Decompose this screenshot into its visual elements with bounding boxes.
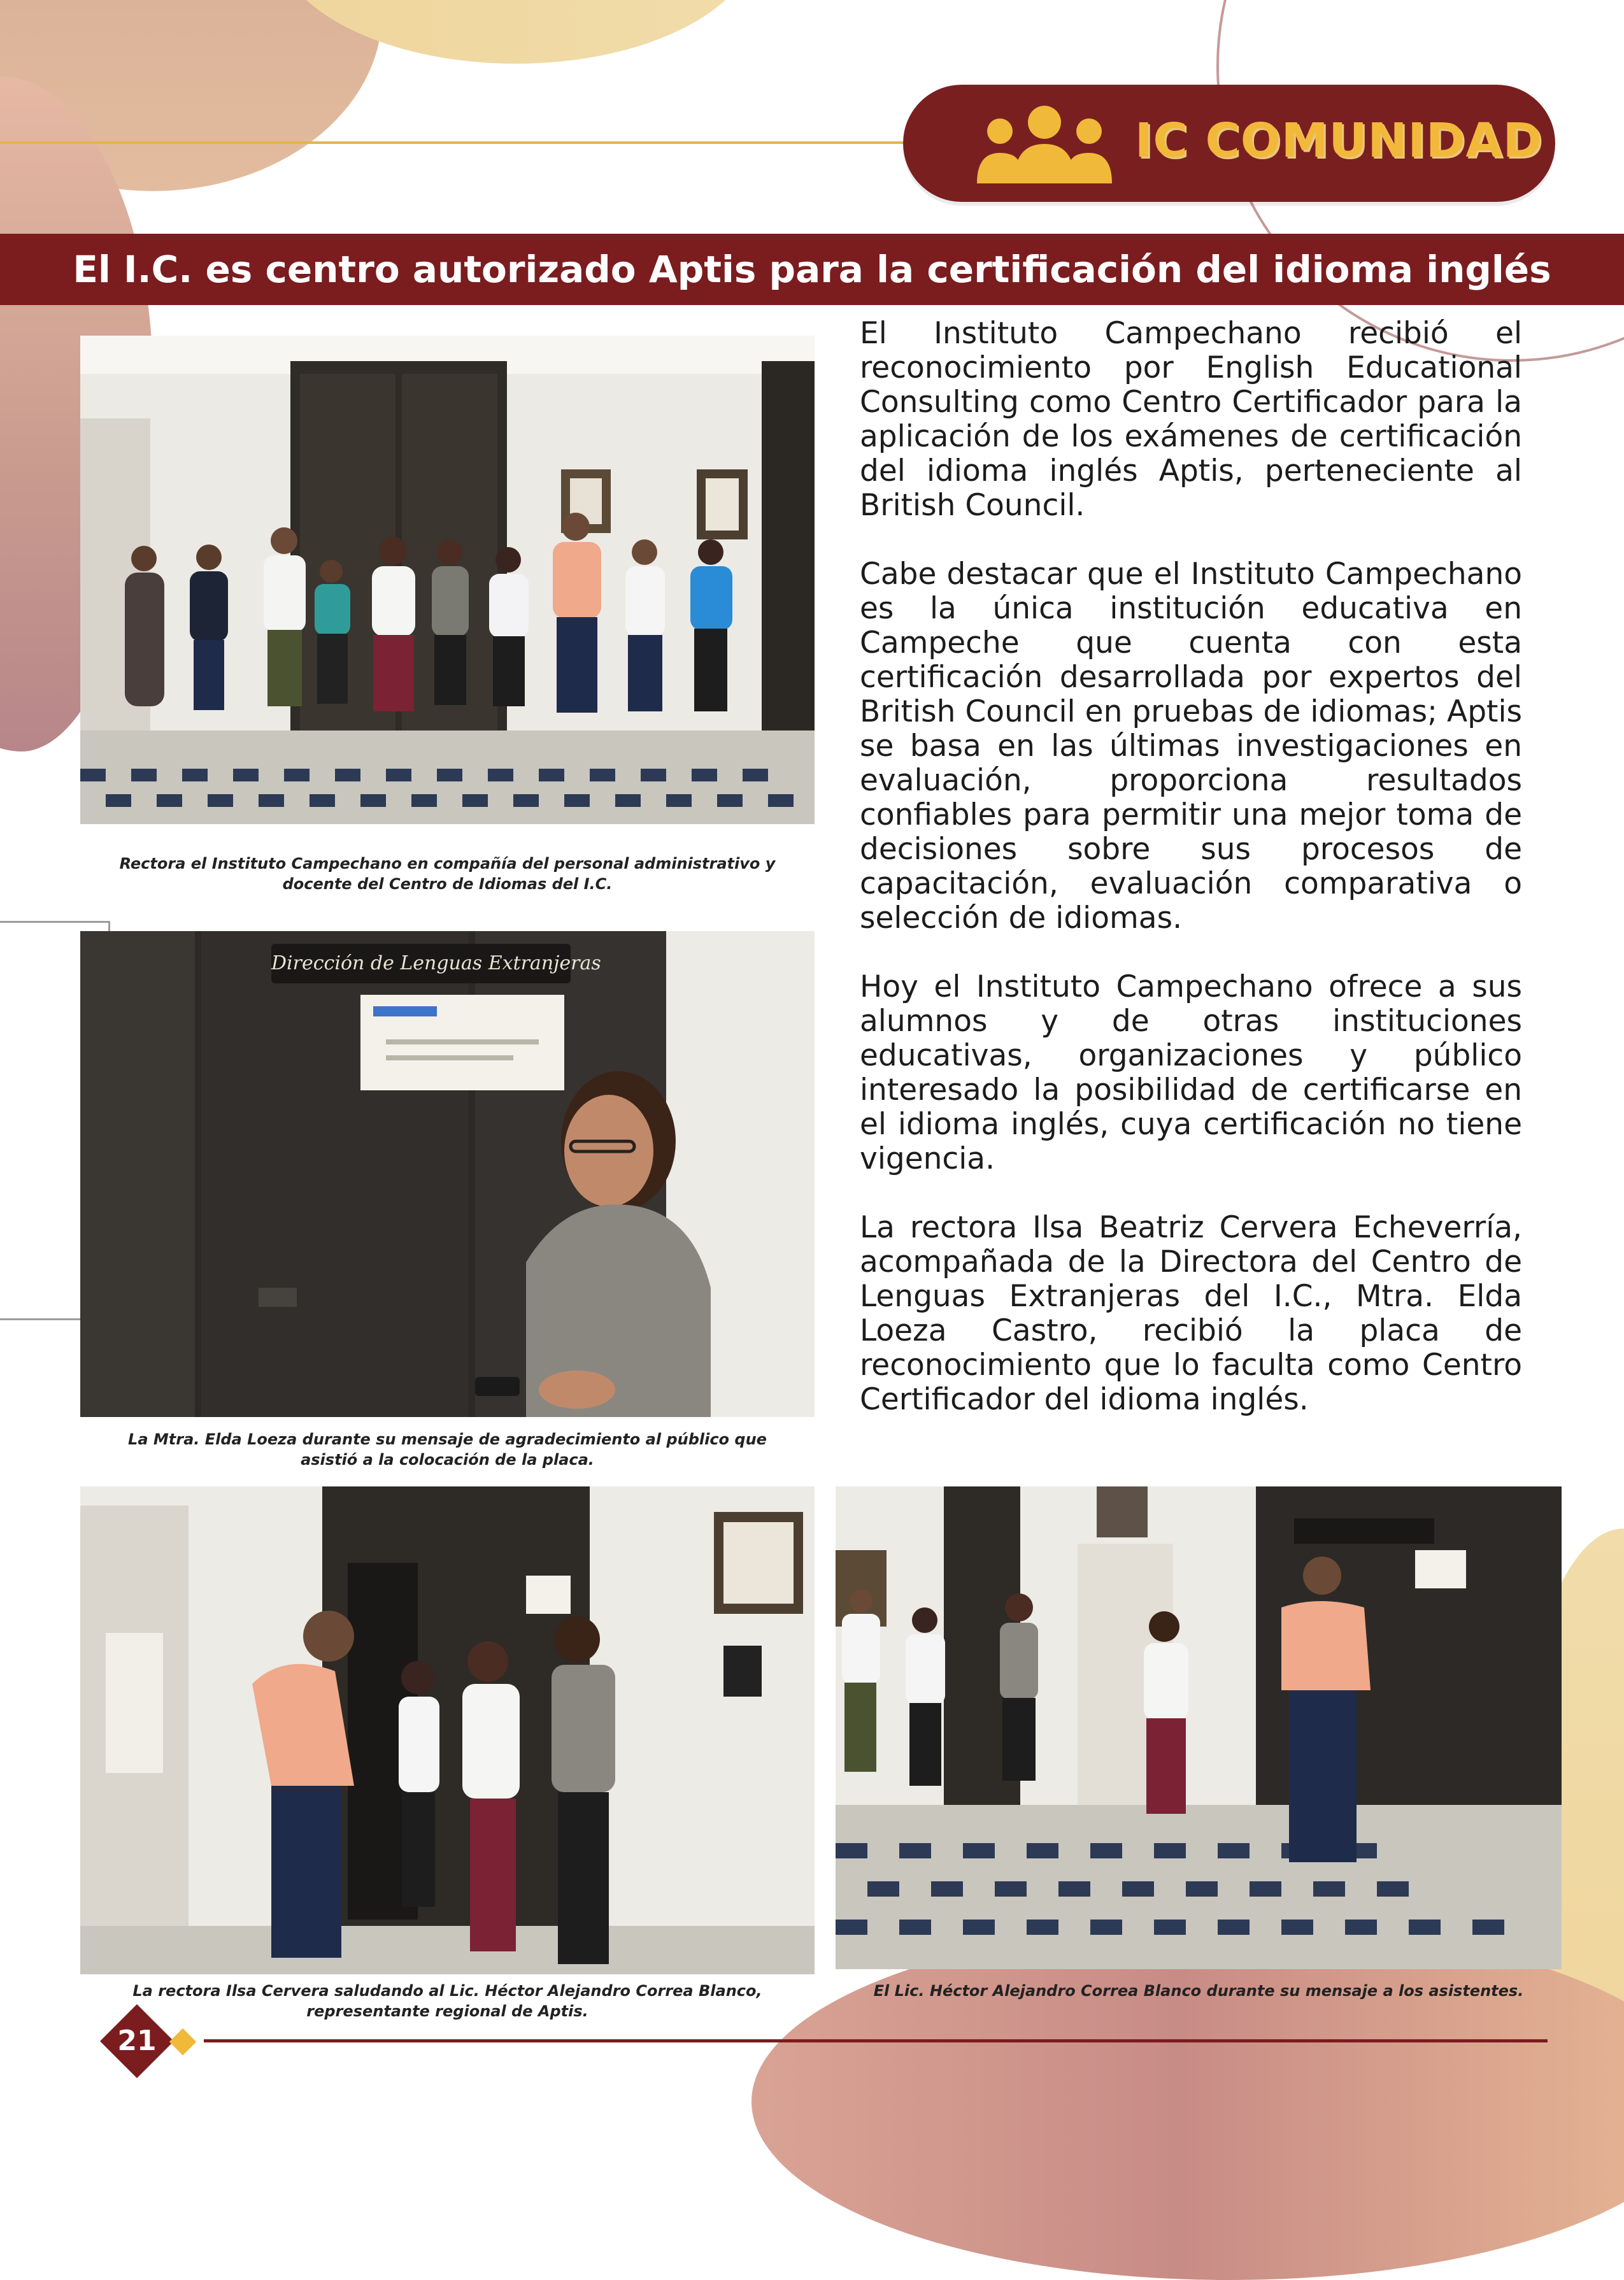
message-photo-image xyxy=(836,1486,1562,1969)
article-body xyxy=(860,317,1522,1451)
photo-message xyxy=(836,1486,1562,1969)
decorative-diamond xyxy=(169,2028,196,2055)
caption-handshake: La rectora Ilsa Cervera saludando al Lic. Héctor Alejandro Correa Blanco, representante regional de Aptis. xyxy=(132,1982,762,2020)
footer-rule xyxy=(204,2039,1548,2042)
caption-message: El Lic. Héctor Alejandro Correa Blanco durante su mensaje a los asistentes. xyxy=(873,1982,1524,2000)
caption-group: Rectora el Instituto Campechano en compañía del personal administrativo y docente del Centro de Idiomas del I.C. xyxy=(119,855,776,893)
paragraph: El Instituto Campechano recibió el reconocimiento por English Educational Consulting como Centro Certificador para la aplicación de los exámenes de certificación del idioma inglés Aptis, perteneciente al British Council. xyxy=(860,316,1522,523)
handshake-photo-image xyxy=(80,1486,815,1974)
paragraph: Hoy el Instituto Campechano ofrece a sus alumnos y de otras instituciones educativas, organizaciones y público interesado la posibilidad de certificarse en el idioma inglés, cuya certificación no tiene vigencia. xyxy=(860,969,1522,1176)
side-rule xyxy=(0,1318,83,1320)
photo-speech xyxy=(80,931,815,1417)
background-blob xyxy=(751,1923,1624,2280)
photo-group xyxy=(80,336,815,824)
photo-handshake xyxy=(80,1486,815,1974)
door-sign-text: Dirección de Lenguas Extranjeras xyxy=(271,952,601,974)
paragraph: Cabe destacar que el Instituto Campechano es la única institución educativa en Campeche que cuenta con esta certificación desarrollada por expertos del British Council en pruebas de idiomas; Aptis se basa en las últimas investigaciones en evaluación, proporciona resultados confiables para permitir una mejor toma de decisiones sobre sus procesos de capacitación, evaluación comparativa o selección de idiomas. xyxy=(860,557,1522,936)
header-rule xyxy=(0,141,917,144)
paragraph: La rectora Ilsa Beatriz Cervera Echeverría, acompañada de la Directora del Centro de Lenguas Extranjeras del I.C., Mtra. Elda Loeza Castro, recibió la placa de reconocimiento que lo faculta como Centro Certificador del idioma inglés. xyxy=(860,1210,1522,1417)
speech-photo-image xyxy=(80,931,815,1417)
people-group-icon xyxy=(968,102,1121,185)
article-title: El I.C. es centro autorizado Aptis para la certificación del idioma inglés xyxy=(73,248,1551,291)
section-label: IC COMUNIDAD xyxy=(1135,113,1543,168)
side-rule xyxy=(0,921,110,923)
group-photo-image xyxy=(80,336,815,824)
page-number: 21 xyxy=(117,2025,157,2057)
caption-speech: La Mtra. Elda Loeza durante su mensaje de agradecimiento al público que asistió a la colocación de la placa. xyxy=(128,1430,767,1469)
